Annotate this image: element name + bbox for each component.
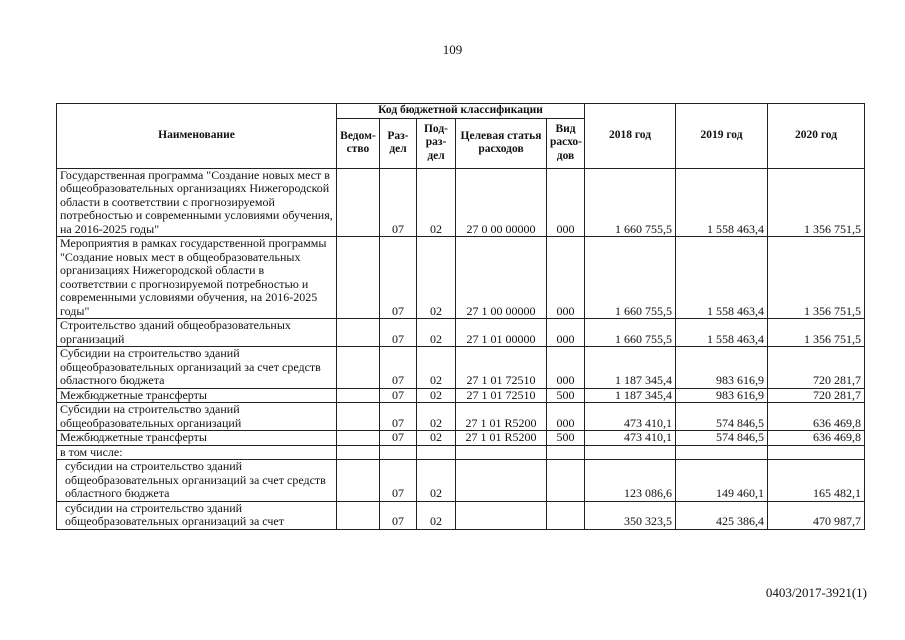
- cell-podr: 02: [417, 388, 456, 403]
- budget-table: [56, 103, 865, 530]
- cell-razd: 07: [380, 501, 417, 529]
- cell-y2020: 720 281,7: [768, 388, 865, 403]
- table-row: [57, 431, 865, 446]
- cell-razd: 07: [380, 431, 417, 446]
- cell-ved: [337, 388, 380, 403]
- cell-y2020: 1 356 751,5: [768, 319, 865, 347]
- cell-vid: 500: [547, 388, 585, 403]
- cell-y2018: 1 187 345,4: [585, 347, 676, 389]
- table-row: [57, 388, 865, 403]
- cell-name: Субсидии на строительство зданий общеобразовательных организаций за счет средств областного бюджета: [57, 347, 337, 389]
- cell-y2020: 720 281,7: [768, 347, 865, 389]
- cell-y2019: 983 616,9: [676, 347, 768, 389]
- cell-podr: 02: [417, 403, 456, 431]
- cell-y2018: 473 410,1: [585, 431, 676, 446]
- table-row: [57, 445, 865, 460]
- cell-ved: [337, 319, 380, 347]
- header-celevaya: Целевая статья расходов: [456, 118, 547, 168]
- cell-razd: 07: [380, 460, 417, 502]
- table-row: [57, 319, 865, 347]
- cell-y2020: 636 469,8: [768, 431, 865, 446]
- cell-vid: [547, 460, 585, 502]
- cell-ved: [337, 445, 380, 460]
- cell-cel: 27 1 01 72510: [456, 388, 547, 403]
- cell-y2018: 1 660 755,5: [585, 168, 676, 237]
- document-code: 0403/2017-3921(1): [765, 585, 867, 600]
- cell-name: в том числе:: [57, 445, 337, 460]
- table-row: [57, 347, 865, 389]
- cell-podr: [417, 445, 456, 460]
- cell-cel: [456, 445, 547, 460]
- cell-vid: 000: [547, 403, 585, 431]
- cell-name: Государственная программа "Создание новых мест в общеобразовательных организациях Нижегородской области в соответствии с прогнозируемой потребностью и современными условиями обучения, на 2016-2025 годы": [57, 168, 337, 237]
- cell-name: Мероприятия в рамках государственной программы "Создание новых мест в общеобразовательных организациях Нижегородской области в соответствии с прогнозируемой потребностью и современными условиями обучения, на 2016-2025 годы": [57, 237, 337, 319]
- cell-y2019: 1 558 463,4: [676, 168, 768, 237]
- table-row: [57, 460, 865, 502]
- cell-y2019: 1 558 463,4: [676, 319, 768, 347]
- cell-y2020: 636 469,8: [768, 403, 865, 431]
- cell-y2018: 350 323,5: [585, 501, 676, 529]
- cell-vid: 000: [547, 237, 585, 319]
- cell-y2020: 1 356 751,5: [768, 237, 865, 319]
- cell-ved: [337, 431, 380, 446]
- header-2019: 2019 год: [676, 104, 768, 169]
- cell-vid: [547, 501, 585, 529]
- header-vid: Вид расхо-дов: [547, 118, 585, 168]
- cell-y2020: 470 987,7: [768, 501, 865, 529]
- cell-y2019: 425 386,4: [676, 501, 768, 529]
- cell-vid: [547, 445, 585, 460]
- cell-cel: 27 0 00 00000: [456, 168, 547, 237]
- cell-razd: [380, 445, 417, 460]
- cell-y2019: 1 558 463,4: [676, 237, 768, 319]
- cell-y2019: [676, 445, 768, 460]
- table-row: [57, 168, 865, 237]
- header-podrazdel: Под-раз-дел: [417, 118, 456, 168]
- cell-y2020: [768, 445, 865, 460]
- cell-y2019: 983 616,9: [676, 388, 768, 403]
- cell-podr: 02: [417, 168, 456, 237]
- cell-cel: [456, 501, 547, 529]
- cell-y2018: 473 410,1: [585, 403, 676, 431]
- cell-name: субсидии на строительство зданий общеобразовательных организаций за счет средств областного бюджета: [57, 460, 337, 502]
- table-row: [57, 501, 865, 529]
- cell-ved: [337, 460, 380, 502]
- cell-podr: 02: [417, 319, 456, 347]
- cell-ved: [337, 403, 380, 431]
- cell-razd: 07: [380, 388, 417, 403]
- cell-name: Субсидии на строительство зданий общеобразовательных организаций: [57, 403, 337, 431]
- cell-name: Строительство зданий общеобразовательных организаций: [57, 319, 337, 347]
- cell-razd: 07: [380, 237, 417, 319]
- cell-podr: 02: [417, 431, 456, 446]
- cell-vid: 000: [547, 319, 585, 347]
- cell-razd: 07: [380, 319, 417, 347]
- cell-cel: 27 1 01 R5200: [456, 403, 547, 431]
- cell-cel: [456, 460, 547, 502]
- header-budget-code: Код бюджетной классификации: [337, 104, 585, 119]
- header-vedomstvo: Ведом-ство: [337, 118, 380, 168]
- cell-vid: 000: [547, 168, 585, 237]
- cell-y2019: 149 460,1: [676, 460, 768, 502]
- page-number: 109: [442, 42, 463, 57]
- cell-razd: 07: [380, 403, 417, 431]
- cell-cel: 27 1 00 00000: [456, 237, 547, 319]
- cell-ved: [337, 168, 380, 237]
- cell-y2019: 574 846,5: [676, 403, 768, 431]
- cell-podr: 02: [417, 347, 456, 389]
- header-2020: 2020 год: [768, 104, 865, 169]
- table-row: [57, 403, 865, 431]
- cell-name: Межбюджетные трансферты: [57, 431, 337, 446]
- cell-cel: 27 1 01 R5200: [456, 431, 547, 446]
- cell-razd: 07: [380, 347, 417, 389]
- header-name: Наименование: [57, 104, 337, 169]
- cell-name: субсидии на строительство зданий общеобразовательных организаций за счет: [57, 501, 337, 529]
- cell-vid: 000: [547, 347, 585, 389]
- cell-ved: [337, 347, 380, 389]
- cell-y2018: 1 187 345,4: [585, 388, 676, 403]
- cell-cel: 27 1 01 00000: [456, 319, 547, 347]
- cell-ved: [337, 501, 380, 529]
- cell-podr: 02: [417, 501, 456, 529]
- cell-y2020: 165 482,1: [768, 460, 865, 502]
- header-razdel: Раз-дел: [380, 118, 417, 168]
- cell-vid: 500: [547, 431, 585, 446]
- cell-razd: 07: [380, 168, 417, 237]
- cell-podr: 02: [417, 237, 456, 319]
- cell-y2018: 1 660 755,5: [585, 237, 676, 319]
- cell-name: Межбюджетные трансферты: [57, 388, 337, 403]
- cell-podr: 02: [417, 460, 456, 502]
- cell-y2019: 574 846,5: [676, 431, 768, 446]
- cell-y2018: [585, 445, 676, 460]
- table-row: [57, 237, 865, 319]
- cell-cel: 27 1 01 72510: [456, 347, 547, 389]
- header-2018: 2018 год: [585, 104, 676, 169]
- table-body: [57, 168, 865, 529]
- cell-y2018: 123 086,6: [585, 460, 676, 502]
- cell-ved: [337, 237, 380, 319]
- cell-y2018: 1 660 755,5: [585, 319, 676, 347]
- cell-y2020: 1 356 751,5: [768, 168, 865, 237]
